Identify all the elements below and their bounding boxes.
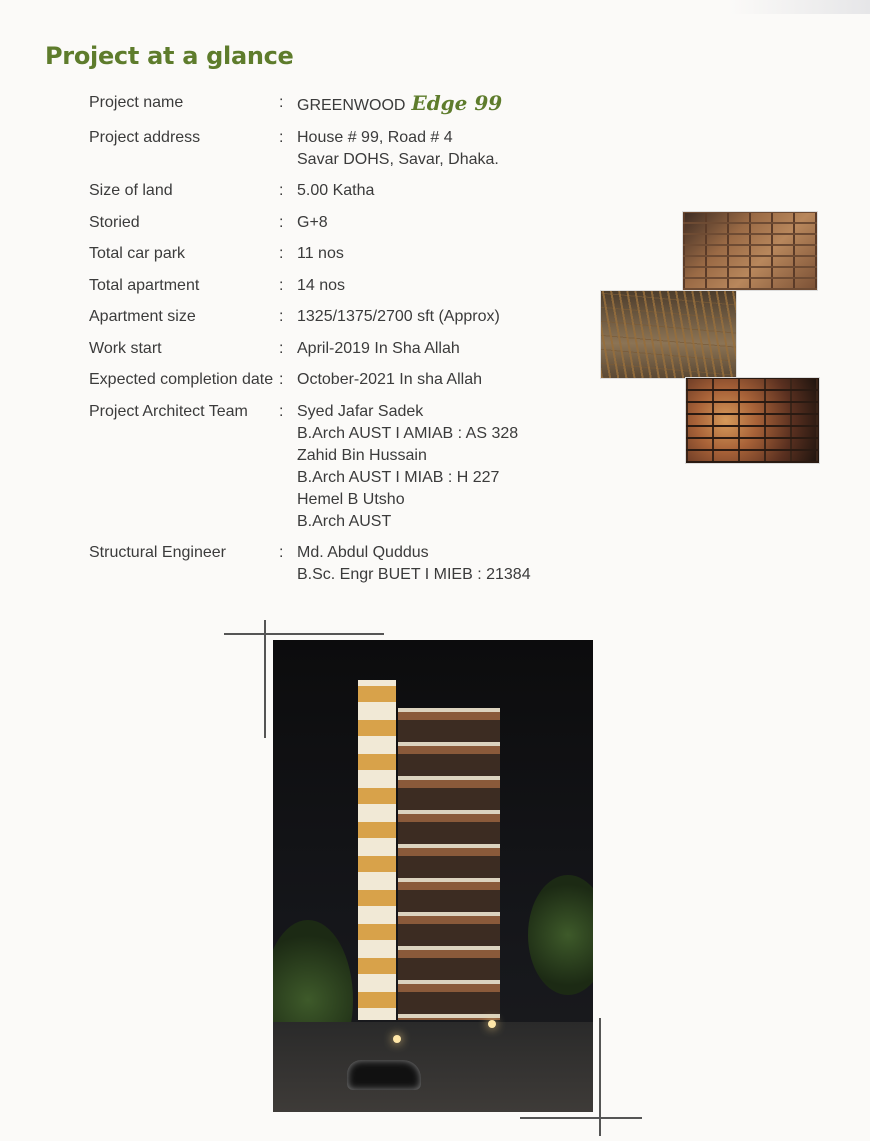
spec-colon: : [279, 371, 284, 388]
spec-row [89, 180, 549, 202]
spec-row [89, 212, 549, 234]
spec-value [297, 243, 549, 265]
spec-colon: : [279, 308, 284, 325]
spec-row [89, 275, 549, 297]
car [347, 1060, 421, 1090]
page-title: Project at a glance [45, 42, 294, 70]
spec-value-line: 11 nos [297, 245, 344, 262]
spec-row [89, 243, 549, 265]
spec-value-line: 5.00 Katha [297, 182, 375, 199]
spec-label: Total apartment [89, 276, 200, 294]
spec-value-line: GREENWOOD [297, 97, 406, 114]
spec-value-line: G+8 [297, 213, 328, 231]
spec-value [297, 338, 549, 360]
spec-label: Project address [89, 128, 201, 146]
brand-script-logo: Edge 99 [411, 91, 503, 115]
spec-value [297, 369, 549, 391]
rebar-photo [600, 290, 737, 379]
spec-colon: : [279, 182, 284, 199]
spec-value-line: B.Sc. Engr BUET I MIEB : 21384 [297, 566, 531, 583]
guide-line-top-h [224, 633, 384, 635]
spec-value [297, 275, 549, 297]
spec-label: Expected completion date [89, 371, 274, 388]
spec-value-line: Zahid Bin Hussain [297, 446, 427, 464]
spec-label: Size of land [89, 182, 173, 199]
spec-colon: : [279, 94, 284, 111]
project-specs-list [89, 92, 549, 596]
spec-value [297, 401, 549, 533]
spec-row [89, 127, 549, 171]
spec-row [89, 369, 549, 391]
spec-colon: : [279, 402, 284, 420]
spec-value [297, 306, 549, 328]
ground-lamp [488, 1020, 496, 1028]
spec-colon: : [279, 339, 284, 357]
tree-right [528, 875, 593, 995]
spec-row [89, 542, 549, 586]
tower-left-strip [358, 680, 396, 1020]
brick-wall-photo [682, 211, 818, 291]
scan-corner-shade [730, 0, 870, 14]
spec-value [297, 127, 549, 171]
spec-colon: : [279, 245, 284, 262]
spec-row [89, 92, 549, 117]
spec-value-line: Syed Jafar Sadek [297, 402, 424, 420]
building-tower [358, 680, 508, 1020]
spec-value-line: House # 99, Road # 4 [297, 128, 453, 146]
ground [273, 1022, 593, 1112]
tower-facade [398, 708, 500, 1020]
spec-row [89, 306, 549, 328]
brick-pile-photo [685, 377, 820, 464]
spec-value [297, 212, 549, 234]
spec-value-line: B.Arch AUST I MIAB : H 227 [297, 468, 500, 486]
spec-value-line: April-2019 In Sha Allah [297, 339, 460, 357]
spec-colon: : [279, 276, 284, 294]
spec-value-line: Md. Abdul Quddus [297, 544, 429, 561]
spec-label: Project Architect Team [89, 402, 248, 420]
spec-value-line: 14 nos [297, 276, 346, 294]
spec-value-line: October-2021 In sha Allah [297, 371, 483, 388]
building-render-image [273, 640, 593, 1112]
spec-value-line: 1325/1375/2700 sft (Approx) [297, 308, 500, 325]
guide-line-bottom-v [599, 1018, 601, 1136]
spec-row [89, 338, 549, 360]
spec-value [297, 542, 549, 586]
guide-line-top-v [264, 620, 266, 738]
spec-label: Apartment size [89, 308, 196, 325]
spec-row [89, 401, 549, 533]
spec-value-line: B.Arch AUST I AMIAB : AS 328 [297, 424, 519, 442]
spec-label: Storied [89, 213, 140, 231]
spec-value-line: Savar DOHS, Savar, Dhaka. [297, 150, 499, 168]
spec-colon: : [279, 544, 284, 561]
spec-label: Project name [89, 94, 184, 111]
spec-label: Total car park [89, 245, 186, 262]
ground-lamp [393, 1035, 401, 1043]
project-name-value [297, 92, 549, 117]
spec-value [297, 180, 549, 202]
spec-colon: : [279, 213, 284, 231]
spec-colon: : [279, 128, 284, 146]
spec-label: Work start [89, 339, 162, 357]
spec-value [297, 92, 549, 117]
spec-value-line: Hemel B Utsho [297, 490, 405, 508]
spec-value-line: B.Arch AUST [297, 512, 392, 530]
spec-label: Structural Engineer [89, 544, 226, 561]
guide-line-bottom-h [520, 1117, 642, 1119]
